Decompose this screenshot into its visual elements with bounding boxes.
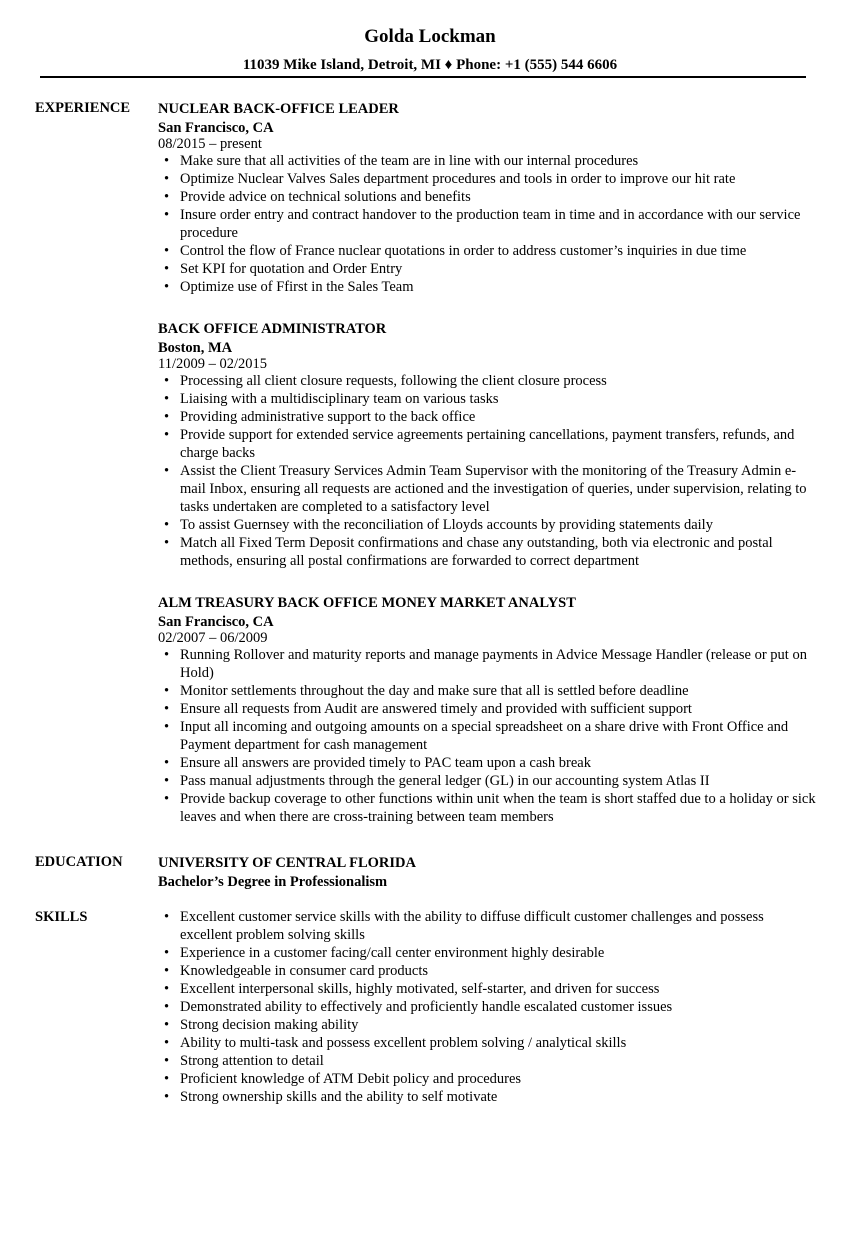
list-item: • Provide support for extended service agreements pertaining cancellations, payment transfers, refunds, and charge backs xyxy=(158,426,818,462)
list-item: • Ensure all answers are provided timely to PAC team upon a cash break xyxy=(158,754,818,772)
list-item: • Liaising with a multidisciplinary team on various tasks xyxy=(158,390,818,408)
degree: Bachelor’s Degree in Professionalism xyxy=(158,874,388,890)
section-label-skills: SKILLS xyxy=(35,909,88,925)
list-item: • Experience in a customer facing/call center environment highly desirable xyxy=(158,944,818,962)
list-item: • Monitor settlements throughout the day and make sure that all is settled before deadline xyxy=(158,682,818,700)
list-item: • Strong attention to detail xyxy=(158,1052,818,1070)
list-item: • Strong ownership skills and the ability to self motivate xyxy=(158,1088,818,1106)
list-item: • Proficient knowledge of ATM Debit policy and procedures xyxy=(158,1070,818,1088)
job-title: NUCLEAR BACK-OFFICE LEADER xyxy=(158,101,399,117)
list-item: • Provide advice on technical solutions and benefits xyxy=(158,188,818,206)
job-location: San Francisco, CA xyxy=(158,614,274,630)
list-item: • Set KPI for quotation and Order Entry xyxy=(158,260,818,278)
list-item: • Knowledgeable in consumer card products xyxy=(158,962,818,980)
job-location: Boston, MA xyxy=(158,340,233,356)
education-body xyxy=(158,853,818,891)
list-item: • Pass manual adjustments through the general ledger (GL) in our accounting system Atlas II xyxy=(158,772,818,790)
list-item: • Ability to multi-task and possess excellent problem solving / analytical skills xyxy=(158,1034,818,1052)
list-item: • Match all Fixed Term Deposit confirmations and chase any outstanding, both via electronic and postal methods, ensuring all postal confirmations are forwarded to correct department xyxy=(158,534,818,570)
list-item: • Strong decision making ability xyxy=(158,1016,818,1034)
list-item: • Make sure that all activities of the team are in line with our internal procedures xyxy=(158,152,818,170)
skills-list xyxy=(158,908,818,1106)
experience-body xyxy=(158,99,818,826)
resume-header xyxy=(0,0,860,74)
job-bullets xyxy=(158,646,818,826)
candidate-name: Golda Lockman xyxy=(364,26,496,47)
list-item: • Excellent interpersonal skills, highly motivated, self-starter, and driven for success xyxy=(158,980,818,998)
job-dates: 02/2007 – 06/2009 xyxy=(158,630,268,646)
skills-body xyxy=(158,908,818,1106)
list-item: • Control the flow of France nuclear quotations in order to address customer’s inquiries in due time xyxy=(158,242,818,260)
list-item: • To assist Guernsey with the reconciliation of Lloyds accounts by providing statements daily xyxy=(158,516,818,534)
list-item: • Insure order entry and contract handover to the production team in time and in accordance with our service procedure xyxy=(158,206,818,242)
list-item: • Running Rollover and maturity reports and manage payments in Advice Message Handler (release or put on Hold) xyxy=(158,646,818,682)
job-bullets xyxy=(158,372,818,570)
job-title: ALM TREASURY BACK OFFICE MONEY MARKET ANALYST xyxy=(158,595,576,611)
job-entry xyxy=(158,319,818,570)
list-item: • Excellent customer service skills with the ability to diffuse difficult customer challenges and possess excellent problem solving skills xyxy=(158,908,818,944)
list-item: • Providing administrative support to the back office xyxy=(158,408,818,426)
job-entry xyxy=(158,99,818,296)
job-bullets xyxy=(158,152,818,296)
school-name: UNIVERSITY OF CENTRAL FLORIDA xyxy=(158,855,416,871)
list-item: • Input all incoming and outgoing amounts on a special spreadsheet on a share drive with Front Office and Payment department for cash management xyxy=(158,718,818,754)
header-divider xyxy=(40,76,806,78)
list-item: • Ensure all requests from Audit are answered timely and provided with sufficient support xyxy=(158,700,818,718)
list-item: • Optimize use of Ffirst in the Sales Team xyxy=(158,278,818,296)
job-title: BACK OFFICE ADMINISTRATOR xyxy=(158,321,387,337)
list-item: • Processing all client closure requests, following the client closure process xyxy=(158,372,818,390)
job-location: San Francisco, CA xyxy=(158,120,274,136)
job-dates: 11/2009 – 02/2015 xyxy=(158,356,268,372)
section-label-experience: EXPERIENCE xyxy=(35,100,131,116)
job-dates: 08/2015 – present xyxy=(158,136,262,152)
job-entry xyxy=(158,593,818,826)
list-item: • Demonstrated ability to effectively and proficiently handle escalated customer issues xyxy=(158,998,818,1016)
section-label-education: EDUCATION xyxy=(35,854,123,870)
list-item: • Optimize Nuclear Valves Sales department procedures and tools in order to improve our hit rate xyxy=(158,170,818,188)
list-item: • Provide backup coverage to other functions within unit when the team is short staffed due to a holiday or sick leaves and when there are cross-training between team members xyxy=(158,790,818,826)
contact-line: 11039 Mike Island, Detroit, MI ♦ Phone: +1 (555) 544 6606 xyxy=(242,57,618,73)
list-item: • Assist the Client Treasury Services Admin Team Supervisor with the monitoring of the Treasury Admin e-mail Inbox, ensuring all requests are actioned and the investigation of queries, under supervision, relating to tasks undertaken are completed to a satisfactory level xyxy=(158,462,818,516)
